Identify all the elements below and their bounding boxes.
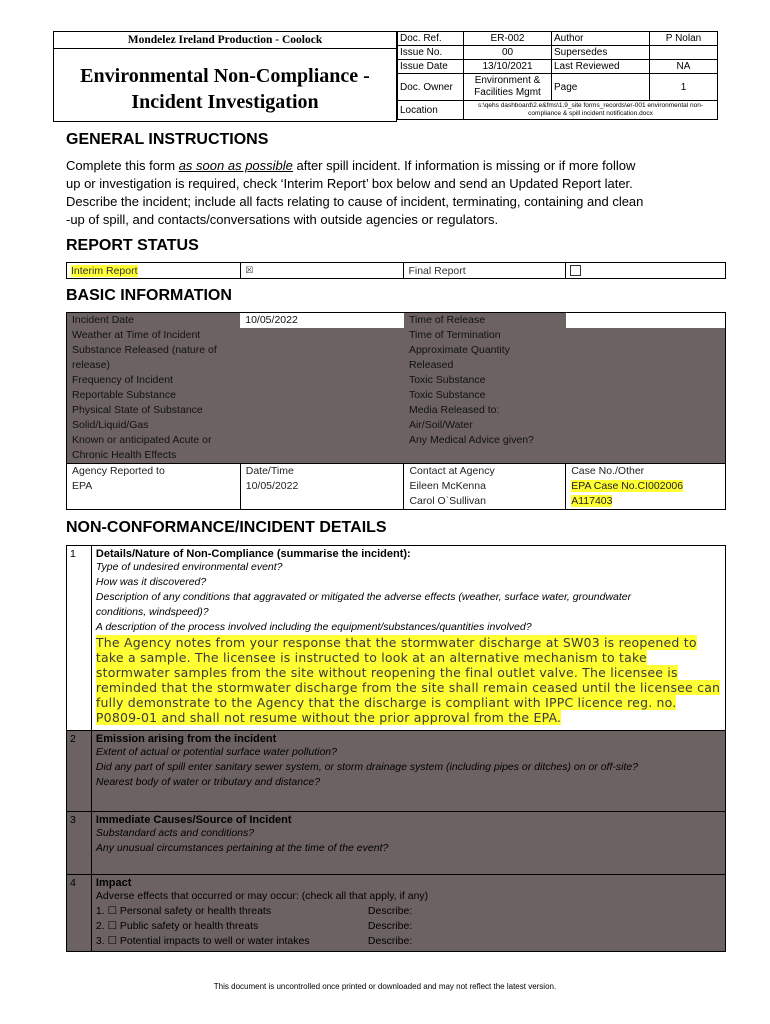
organization-name: Mondelez Ireland Production - Coolock: [54, 32, 396, 49]
case-no-value-2[interactable]: A117403: [571, 495, 613, 507]
doc-owner-label: Doc. Owner: [398, 74, 464, 101]
document-header-title-block: [53, 31, 397, 122]
document-title: Environmental Non-Compliance - Incident Investigation: [80, 65, 370, 113]
section-1-title: Details/Nature of Non-Compliance (summarise the incident):: [95, 548, 411, 560]
issue-date-label: Issue Date: [398, 60, 464, 74]
datetime-label: Date/Time: [245, 465, 294, 477]
section-4-title: Impact: [95, 877, 132, 889]
author-label: Author: [552, 32, 650, 46]
interim-report-label: Interim Report: [67, 263, 241, 279]
incident-date-label: Incident Date Weather at Time of Incident Substance Released (nature of release) Frequency of Incident Reportable Substance Physical State of Substance Solid/Liquid/Gas Known or anticipated Acute or Chronic Health Effects: [67, 313, 241, 464]
issue-no-value: 00: [464, 46, 552, 60]
section-4-impact[interactable]: Impact Adverse effects that occurred or may occur: (check all that apply, if any) 1. ☐ Personal safety or health threats Describe: 2. ☐ Public safety or health threats Describe: 3. ☐ Potential impacts to well or water intakes Describe:: [91, 875, 725, 952]
section-3-number: 3: [67, 812, 92, 875]
case-no-label: Case No./Other: [571, 465, 645, 477]
location-value: s:\qehs dashboard\2.e&fms\1.9_site forms_records\er-001 environmental non-compliance & spill incident notification.docx: [464, 101, 718, 120]
issue-date-value: 13/10/2021: [464, 60, 552, 74]
section-3-causes[interactable]: Immediate Causes/Source of Incident Substandard acts and conditions? Any unusual circumstances pertaining at the time of the event?: [91, 812, 725, 875]
author-value: P Nolan: [650, 32, 718, 46]
impact-item-1[interactable]: 1. ☐ Personal safety or health threats Describe:: [95, 905, 413, 917]
agency-reported-label: Agency Reported to: [72, 465, 165, 477]
final-report-checkbox[interactable]: [570, 265, 581, 276]
interim-report-checkbox[interactable]: ☒: [245, 265, 254, 276]
section-4-number: 4: [67, 875, 92, 952]
footer-disclaimer: This document is uncontrolled once printed or downloaded and may not reflect the latest version.: [213, 982, 557, 991]
agency-reported-cell: [67, 464, 241, 510]
impact-item-3[interactable]: 3. ☐ Potential impacts to well or water intakes Describe:: [95, 935, 413, 947]
release-details-values[interactable]: [566, 313, 726, 464]
incident-details-heading: NON-CONFORMANCE/INCIDENT DETAILS: [66, 519, 387, 536]
incident-date-value-column[interactable]: [240, 313, 404, 464]
report-status-heading: REPORT STATUS: [66, 237, 199, 254]
final-report-cell: [566, 263, 726, 279]
case-no-value-1[interactable]: EPA Case No.CI002006: [571, 480, 684, 492]
datetime-value[interactable]: 10/05/2022: [245, 480, 299, 492]
page-label: Page: [552, 74, 650, 101]
section-1-number: 1: [67, 546, 92, 731]
final-report-label: Final Report: [404, 263, 566, 279]
basic-information-heading: BASIC INFORMATION: [66, 287, 232, 304]
emphasis-text: as soon as possible: [178, 158, 293, 173]
contact-agency-label: Contact at Agency: [409, 465, 495, 477]
interim-report-cell: [240, 263, 404, 279]
case-no-cell: [566, 464, 726, 510]
section-2-number: 2: [67, 731, 92, 812]
impact-item-2[interactable]: 2. ☐ Public safety or health threats Describe:: [95, 920, 413, 932]
location-label: Location: [398, 101, 464, 120]
doc-ref-label: Doc. Ref.: [398, 32, 464, 46]
section-1-answer[interactable]: The Agency notes from your response that the stormwater discharge at SW03 is reopened to take a sample. The licensee is instructed to look at an alternative mechanism to take stormwater samples from the site without reopening the final outlet valve. The licensee is reminded that the stormwater discharge from the site shall remain ceased until the licensee can fully demonstrate to the Agency that the discharge is compliant with IPPC licence reg. no. P0809-01 and shall not resume without the prior approval from the EPA.: [95, 635, 721, 725]
contact-agency-cell: [404, 464, 566, 510]
report-status-table: [66, 262, 726, 279]
incident-details-table: [66, 545, 726, 952]
issue-no-label: Issue No.: [398, 46, 464, 60]
doc-owner-value: Environment & Facilities Mgmt: [464, 74, 552, 101]
section-3-title: Immediate Causes/Source of Incident: [95, 814, 292, 826]
last-reviewed-value: NA: [650, 60, 718, 74]
section-1-details[interactable]: Details/Nature of Non-Compliance (summarise the incident): Type of undesired environmental event? How was it discovered? Description of any conditions that aggravated or mitigated the adverse effects (weather, surface water, groundwater conditions, windspeed)? A description of the process involved including the equipment/substances/quantities involved? The Agency notes from your response that the stormwater discharge at SW03 is reopened to take a sample. The licensee is instructed to look at an alternative mechanism to take stormwater samples from the site without reopening the final outlet valve. The licensee is reminded that the stormwater discharge from the site shall remain ceased until the licensee can fully demonstrate to the Agency that the discharge is compliant with IPPC licence reg. no. P0809-01 and shall not resume without the prior approval from the EPA.: [91, 546, 725, 731]
doc-ref-value: ER-002: [464, 32, 552, 46]
supersedes-label: Supersedes: [552, 46, 650, 60]
section-2-emission[interactable]: Emission arising from the incident Extent of actual or potential surface water pollution? Did any part of spill enter sanitary sewer system, or storm drainage system (including pipes or ditches) on or off-site? Nearest body of water or tributary and distance?: [91, 731, 725, 812]
release-details-labels: Time of Release Time of Termination Approximate Quantity Released Toxic Substance Toxic Substance Media Released to: Air/Soil/Water Any Medical Advice given?: [404, 313, 566, 464]
general-instructions-text: Complete this form as soon as possible after spill incident. If information is missing or if more follow up or investigation is required, check ‘Interim Report’ box below and send an Updated Report later. Describe the incident; include all facts relating to cause of incident, terminating, containing and clean -up of spill, and contacts/conversations with outside agencies or regulators.: [66, 158, 644, 227]
contact-agency-value-2[interactable]: Carol O`Sullivan: [409, 495, 486, 507]
general-instructions-heading: GENERAL INSTRUCTIONS: [66, 131, 269, 148]
section-2-title: Emission arising from the incident: [95, 733, 277, 745]
supersedes-value: [650, 46, 718, 60]
agency-reported-value[interactable]: EPA: [72, 480, 93, 492]
page-value: 1: [650, 74, 718, 101]
document-control-table: [397, 31, 718, 120]
incident-date-value[interactable]: 10/05/2022: [240, 313, 404, 328]
datetime-cell: [240, 464, 404, 510]
basic-information-table: [66, 312, 726, 510]
contact-agency-value-1[interactable]: Eileen McKenna: [409, 480, 486, 492]
last-reviewed-label: Last Reviewed: [552, 60, 650, 74]
